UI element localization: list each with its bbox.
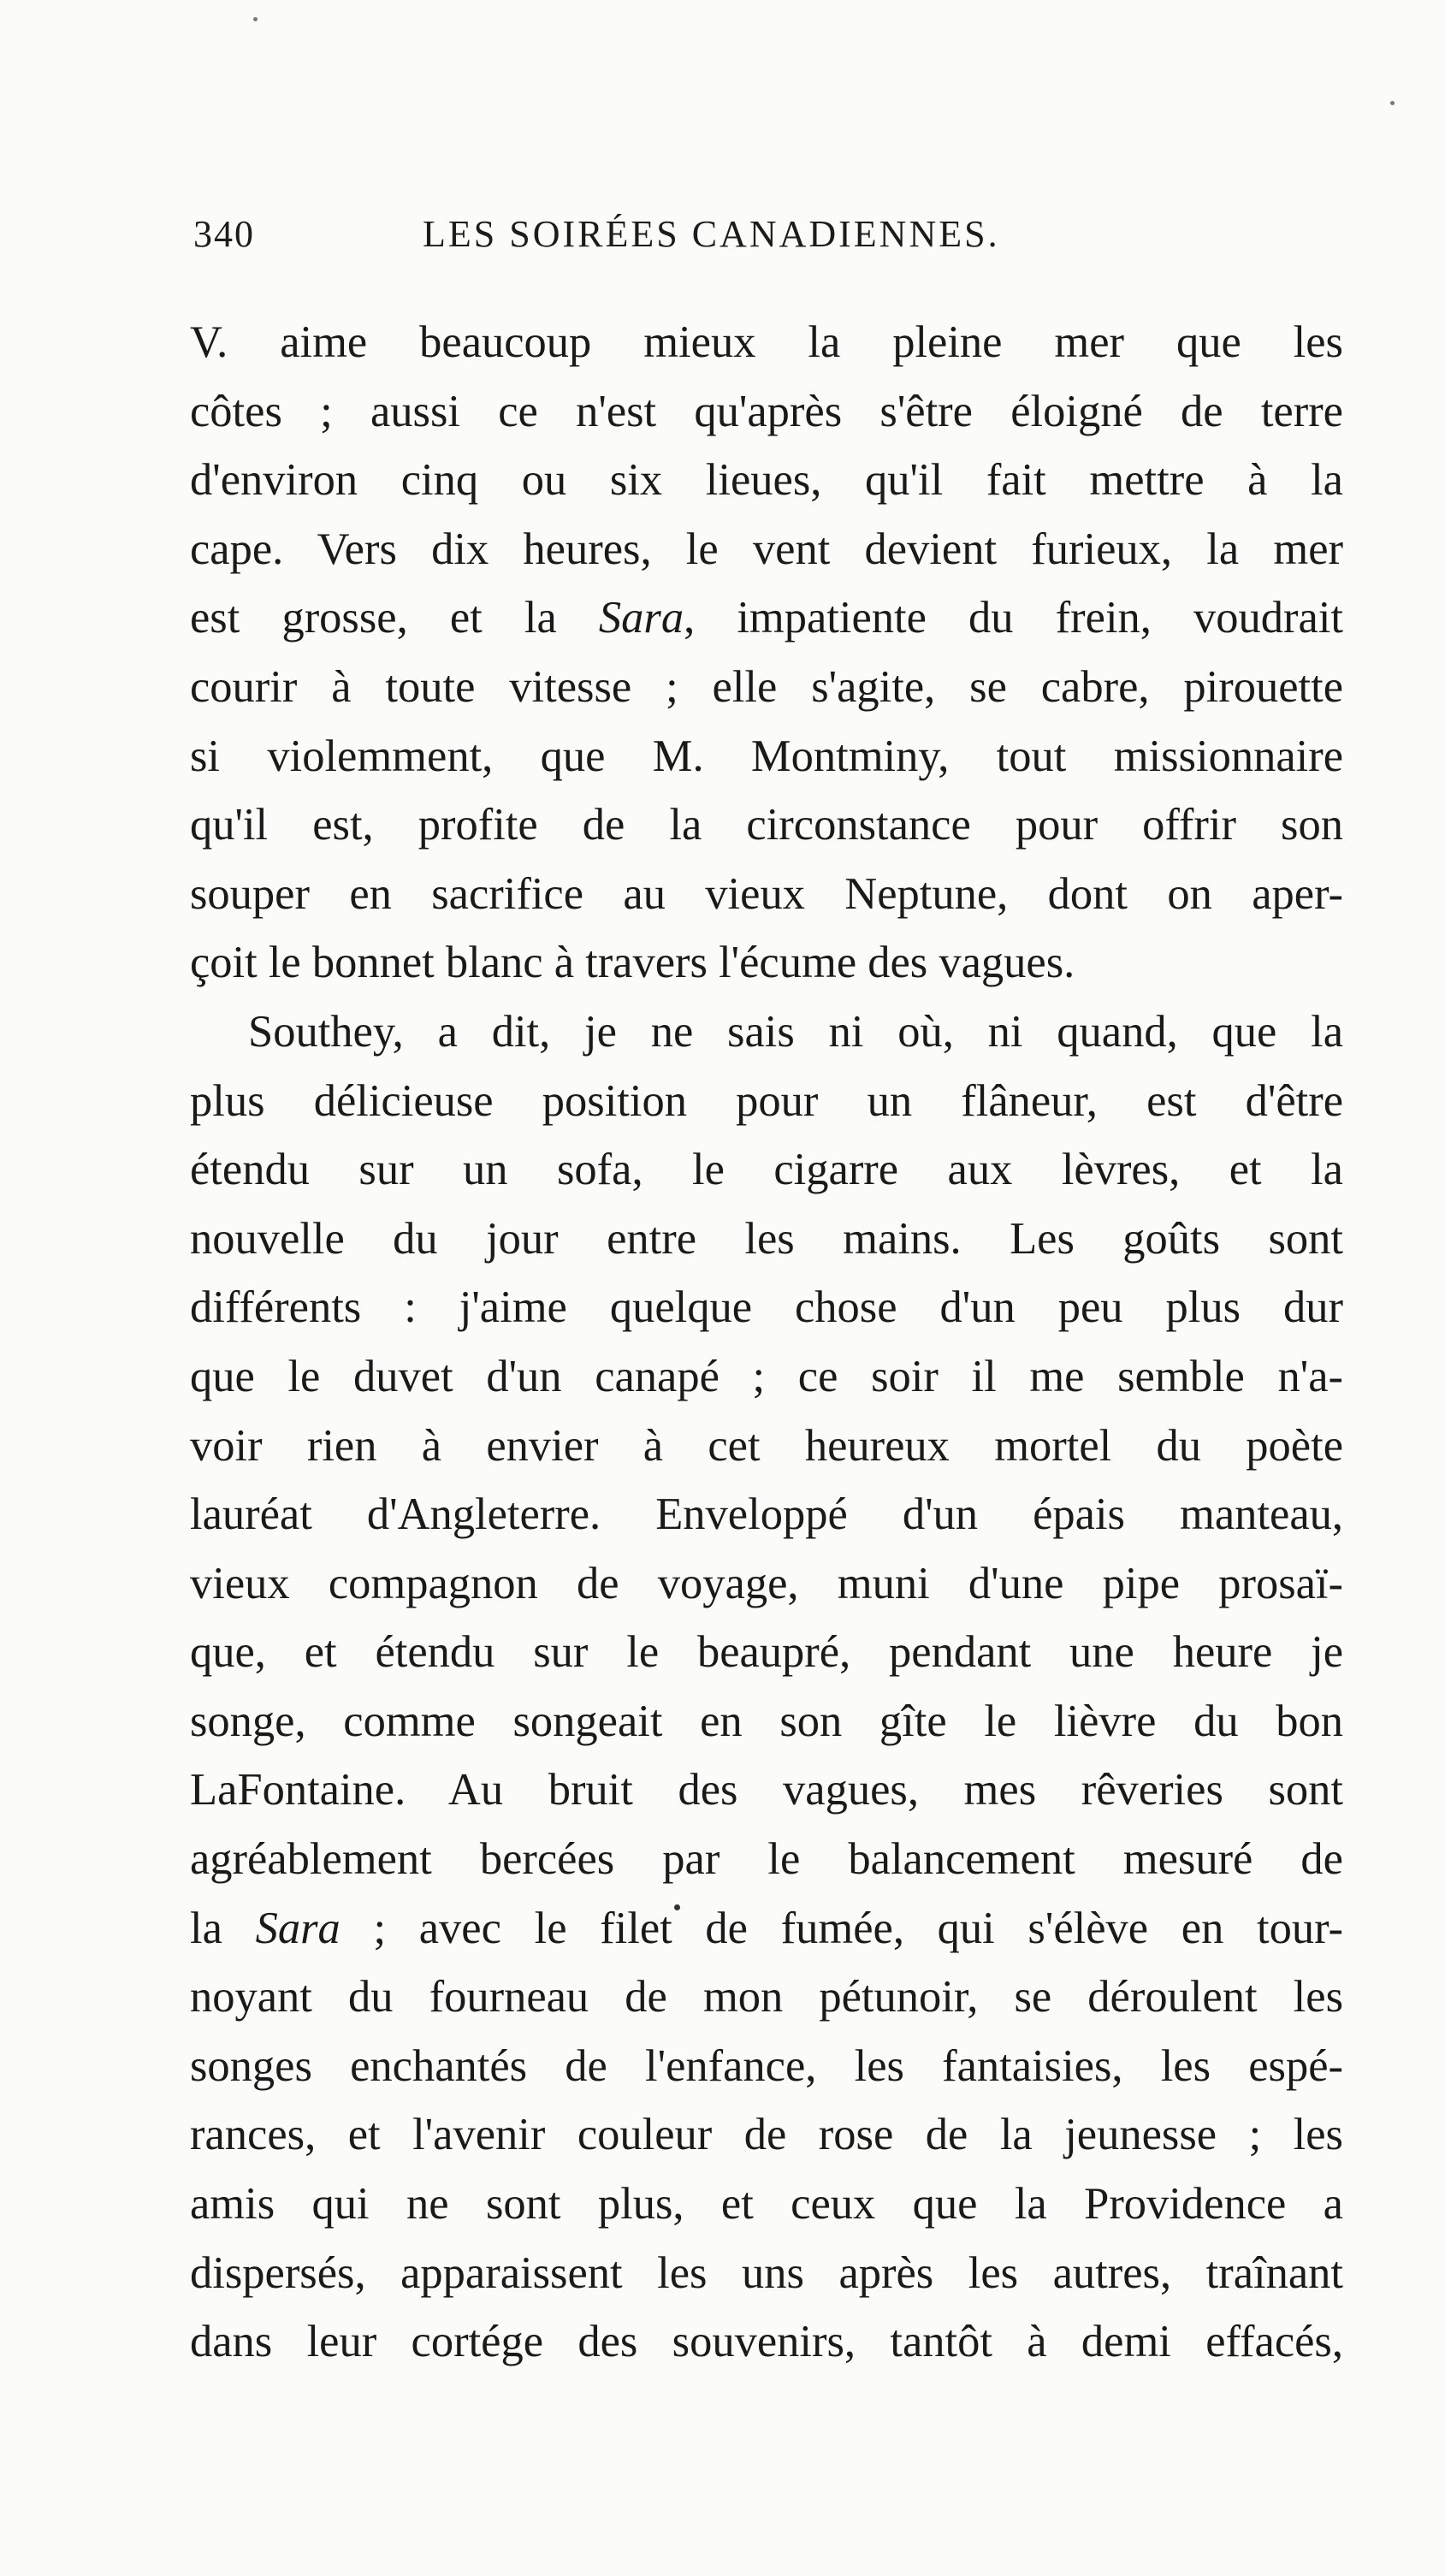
- text-run: que, et étendu sur le beaupré, pendant une heure je: [190, 1627, 1343, 1678]
- text-line: [190, 1480, 1343, 1549]
- text-run: différents : j'aime quelque chose d'un peu plus dur: [190, 1282, 1343, 1333]
- text-run: rances, et l'avenir couleur de rose de la jeunesse ; les: [190, 2110, 1343, 2160]
- text-line: [190, 515, 1343, 584]
- text-line: [190, 1342, 1343, 1412]
- text-run: çoit le bonnet blanc à travers l'écume des vagues.: [190, 938, 1075, 988]
- text-run: agréablement bercées par le balancement mesuré de: [190, 1834, 1343, 1885]
- text-line: [190, 860, 1343, 929]
- text-line: [190, 1687, 1343, 1756]
- text-line: [190, 722, 1343, 791]
- text-line: [190, 2307, 1343, 2377]
- text-run: cape. Vers dix heures, le vent devient furieux, la mer: [190, 524, 1343, 574]
- text-run: dispersés, apparaissent les uns après les autres, traînant: [190, 2247, 1343, 2298]
- text-line: [190, 377, 1343, 447]
- text-line: [190, 791, 1343, 860]
- text-run: , impatiente du frein, voudrait: [684, 593, 1343, 643]
- text-line: [190, 928, 1343, 998]
- text-line: [190, 2032, 1343, 2101]
- text-run: plus délicieuse position pour un flâneur, est d'être: [190, 1075, 1343, 1126]
- italic-ship-name: Sara: [255, 1903, 341, 1953]
- text-run: d'environ cinq ou six lieues, qu'il fait mettre à la: [190, 455, 1343, 506]
- running-head: LES SOIRÉES CANADIENNES.: [423, 213, 1000, 255]
- text-run: nouvelle du jour entre les mains. Les goûts sont: [190, 1213, 1343, 1264]
- page-header: [193, 198, 1348, 267]
- text-line: [190, 1205, 1343, 1274]
- text-line: [190, 1412, 1343, 1481]
- text-run: côtes ; aussi ce n'est qu'après s'être éloigné de terre: [190, 386, 1343, 436]
- text-run: voir rien à envier à cet heureux mortel du poète: [190, 1420, 1343, 1471]
- text-run: lauréat d'Angleterre. Enveloppé d'un épais manteau,: [190, 1489, 1343, 1540]
- text-run: souper en sacrifice au vieux Neptune, dont on aper-: [190, 868, 1343, 919]
- text-run: courir à toute vitesse ; elle s'agite, se cabre, pirouette: [190, 661, 1343, 712]
- text-run: est grosse, et la: [190, 593, 599, 643]
- text-run: qu'il est, profite de la circonstance pour offrir son: [190, 800, 1343, 850]
- text-run: amis qui ne sont plus, et ceux que la Providence a: [190, 2179, 1343, 2230]
- text-line: [190, 1067, 1343, 1136]
- text-line: [190, 998, 1343, 1067]
- paragraph: [190, 308, 1343, 998]
- text-run: songes enchantés de l'enfance, les fantaisies, les espé-: [190, 2040, 1343, 2091]
- text-line: [190, 1135, 1343, 1205]
- text-line: [190, 653, 1343, 722]
- text-line: [190, 1825, 1343, 1894]
- text-line: [190, 1963, 1343, 2032]
- text-line: [190, 308, 1343, 377]
- ink-speck: [253, 17, 258, 21]
- text-line: [190, 446, 1343, 515]
- page-number: 340: [193, 213, 255, 255]
- text-run: LaFontaine. Au bruit des vagues, mes rêveries sont: [190, 1765, 1343, 1815]
- text-line: [190, 1618, 1343, 1687]
- text-run: étendu sur un sofa, le cigarre aux lèvres, et la: [190, 1145, 1343, 1195]
- text-line: [190, 1894, 1343, 1963]
- text-run: la: [190, 1903, 256, 1953]
- body-text: [190, 308, 1343, 2377]
- text-run: ; avec le filet de fumée, qui s'élève en tour-: [340, 1903, 1344, 1953]
- text-line: [190, 1756, 1343, 1825]
- text-run: vieux compagnon de voyage, muni d'une pipe prosaï-: [190, 1558, 1343, 1608]
- text-line: [190, 1273, 1343, 1342]
- italic-ship-name: Sara: [598, 593, 684, 643]
- text-run: Southey, a dit, je ne sais ni où, ni quand, que la: [248, 1006, 1343, 1057]
- text-run: que le duvet d'un canapé ; ce soir il me semble n'a-: [190, 1351, 1343, 1401]
- text-run: dans leur cortége des souvenirs, tantôt à demi effacés,: [190, 2317, 1343, 2367]
- text-run: si violemment, que M. Montminy, tout missionnaire: [190, 731, 1343, 781]
- text-run: V. aime beaucoup mieux la pleine mer que les: [190, 317, 1343, 367]
- ink-speck: [1390, 101, 1395, 105]
- text-line: [190, 2100, 1343, 2170]
- text-line: [190, 1549, 1343, 1619]
- text-run: noyant du fourneau de mon pétunoir, se déroulent les: [190, 1972, 1343, 2022]
- text-run: songe, comme songeait en son gîte le lièvre du bon: [190, 1696, 1343, 1746]
- text-line: [190, 2170, 1343, 2239]
- text-line: [190, 583, 1343, 653]
- text-line: [190, 2239, 1343, 2308]
- paragraph: [190, 998, 1343, 2377]
